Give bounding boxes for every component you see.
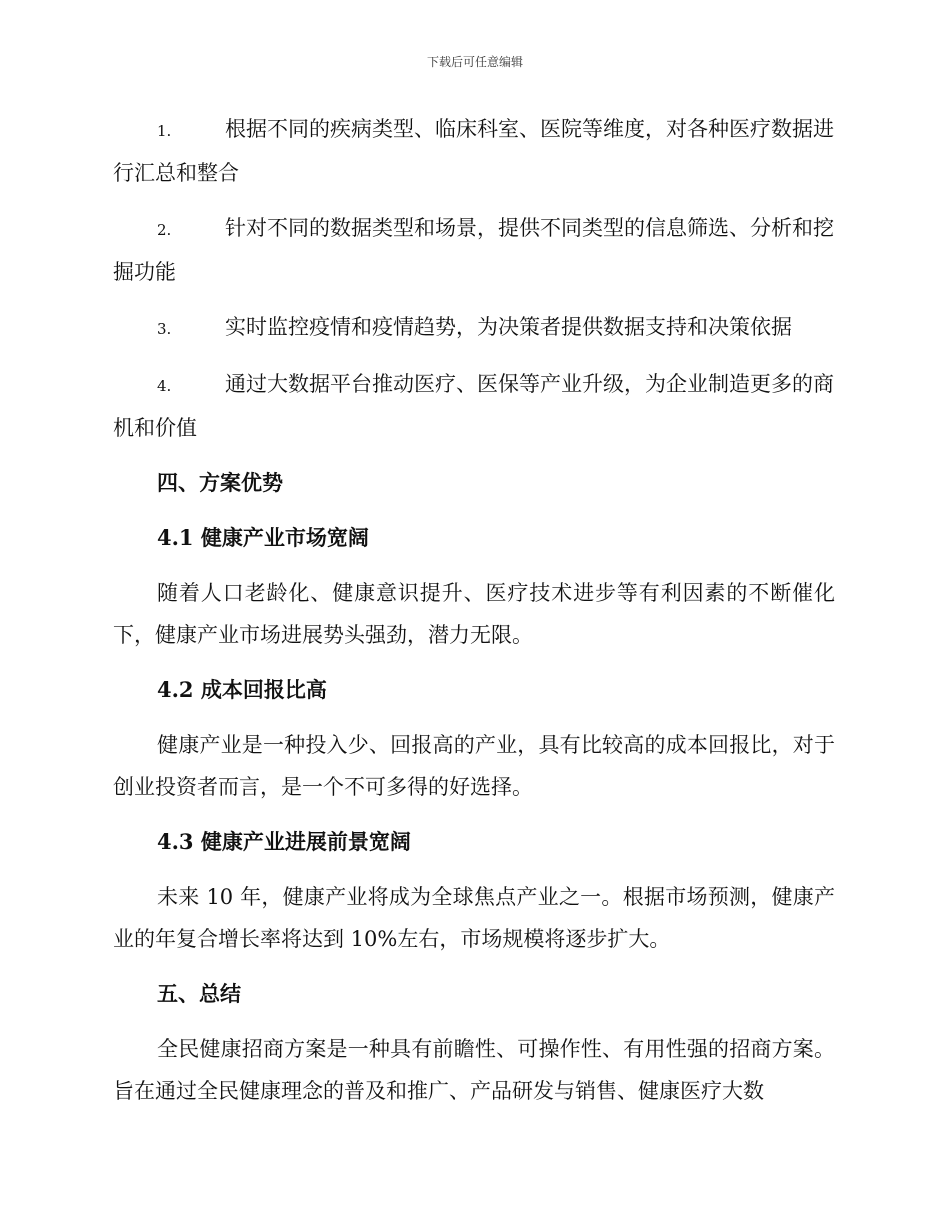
list-item xyxy=(113,306,835,350)
section-heading-advantages: 四、方案优势 xyxy=(157,470,283,495)
subsection-heading-outlook: 4.3 健康产业进展前景宽阔 xyxy=(157,829,411,854)
list-text: 通过大数据平台推动医疗、医保等产业升级，为企业制造更多的商机和价值 xyxy=(113,372,834,440)
paragraph-roi: 健康产业是一种投入少、回报高的产业，具有比较高的成本回报比，对于创业投资者而言，是一个不可多得的好选择。 xyxy=(113,733,835,799)
list-item xyxy=(113,207,835,293)
paragraph-market: 随着人口老龄化、健康意识提升、医疗技术进步等有利因素的不断催化下，健康产业市场进展势头强劲，潜力无限。 xyxy=(113,581,835,647)
document-body xyxy=(113,108,835,1125)
list-text: 实时监控疫情和疫情趋势，为决策者提供数据支持和决策依据 xyxy=(225,315,792,339)
list-number: 4. xyxy=(157,377,172,395)
list-number: 1. xyxy=(157,122,172,140)
paragraph-outlook: 未来 10 年，健康产业将成为全球焦点产业之一。根据市场预测，健康产业的年复合增长率将达到 10%左右，市场规模将逐步扩大。 xyxy=(113,885,835,951)
section-heading-summary: 五、总结 xyxy=(157,981,241,1006)
subsection-heading-market: 4.1 健康产业市场宽阔 xyxy=(157,525,369,550)
list-item xyxy=(113,363,835,449)
list-number: 2. xyxy=(157,221,172,239)
page-header: 下载后可任意编辑 xyxy=(426,55,523,69)
paragraph-summary: 全民健康招商方案是一种具有前瞻性、可操作性、有用性强的招商方案。旨在通过全民健康理念的普及和推广、产品研发与销售、健康医疗大数 xyxy=(113,1037,835,1103)
list-text: 根据不同的疾病类型、临床科室、医院等维度，对各种医疗数据进行汇总和整合 xyxy=(113,117,834,185)
list-number: 3. xyxy=(157,320,172,338)
list-item xyxy=(113,108,835,194)
subsection-heading-roi: 4.2 成本回报比高 xyxy=(157,677,327,702)
list-text: 针对不同的数据类型和场景，提供不同类型的信息筛选、分析和挖掘功能 xyxy=(113,216,834,284)
